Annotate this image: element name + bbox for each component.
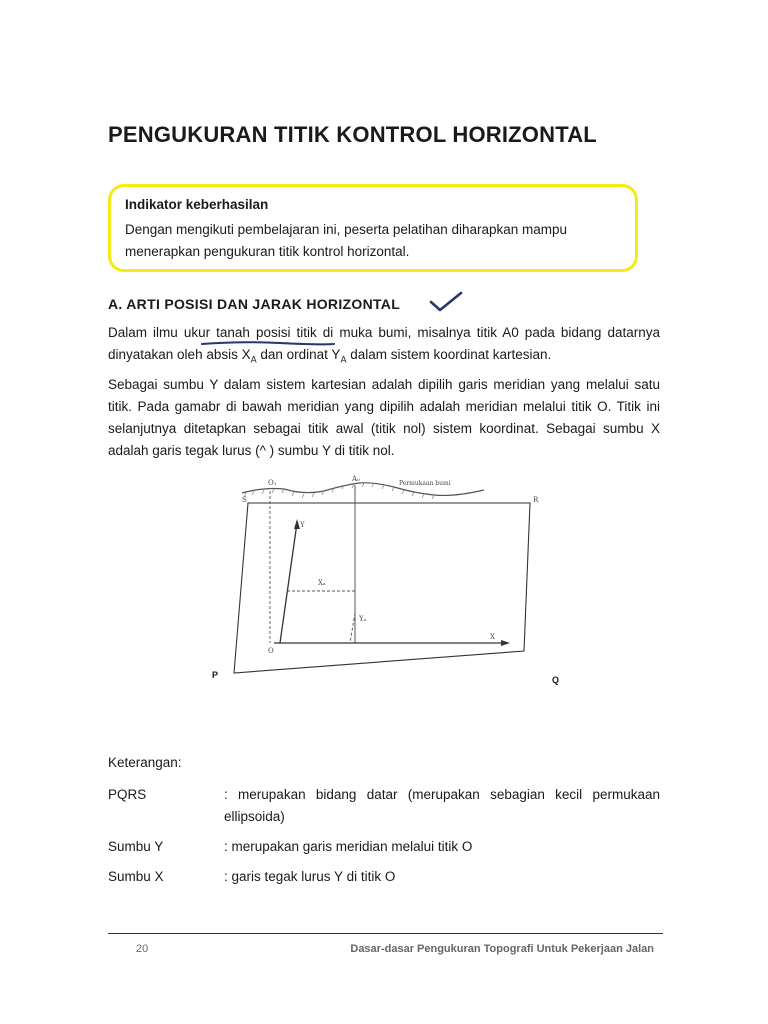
page-number: 20 [136, 943, 149, 955]
keterangan-term: PQRS [108, 787, 147, 802]
svg-text:Y: Y [300, 521, 305, 529]
keterangan-def: : garis tegak lurus Y di titik O [224, 869, 396, 884]
section-heading: A. ARTI POSISI DAN JARAK HORIZONTAL [108, 296, 401, 312]
svg-text:O₁: O₁ [268, 479, 277, 487]
svg-text:A₀: A₀ [352, 475, 360, 483]
keterangan-def: : merupakan bidang datar (merupakan sebagian kecil permukaan ellipsoida) [224, 787, 660, 824]
svg-text:X: X [490, 633, 495, 641]
keterangan-term: Sumbu Y [108, 839, 164, 854]
paragraph-1: Dalam ilmu ukur tanah posisi titik di muka bumi, misalnya titik A0 pada bidang datarnya dinyatakan oleh absis $X_A$ dan ordinat $Y_A$ dalam sistem koordinat kartesian. [108, 325, 660, 365]
page-title: PENGUKURAN TITIK KONTROL HORIZONTAL [108, 122, 597, 147]
footer-book-title: Dasar-dasar Pengukuran Topografi Untuk Pekerjaan Jalan [350, 943, 654, 955]
footer-divider [108, 933, 663, 934]
keterangan-def: : merupakan garis meridian melalui titik O [224, 839, 473, 854]
indicator-text: Dengan mengikuti pembelajaran ini, peserta pelatihan diharapkan mampu menerapkan pengukuran titik kontrol horizontal. [125, 222, 568, 259]
indicator-box [108, 184, 638, 272]
svg-text:S: S [242, 496, 247, 504]
svg-text:O: O [268, 647, 274, 655]
svg-text:Xₐ: Xₐ [318, 579, 326, 587]
svg-text:Permukaan bumi: Permukaan bumi [399, 480, 451, 487]
coordinate-diagram [224, 473, 564, 688]
label-p: P [212, 670, 219, 680]
paragraph-2: Sebagai sumbu Y dalam sistem kartesian adalah dipilih garis meridian yang melalui satu titik. Pada gamabr di bawah meridian yang dipilih adalah meridian melalui titik O. Titik ini selanjutnya ditetapkan sebagai titik awal (titik nol) sistem koordinat. Sebagai sumbu X adalah garis tegak lurus (^ ) sumbu Y di titik nol. [108, 377, 660, 458]
checkmark-icon [428, 290, 464, 314]
svg-text:Yₐ: Yₐ [359, 615, 367, 623]
svg-text:R: R [533, 496, 539, 504]
label-q: Q [552, 675, 560, 685]
indicator-heading: Indikator keberhasilan [125, 197, 269, 212]
keterangan-term: Sumbu X [108, 869, 164, 884]
handwritten-underline [200, 339, 340, 349]
keterangan-title: Keterangan: [108, 755, 182, 770]
